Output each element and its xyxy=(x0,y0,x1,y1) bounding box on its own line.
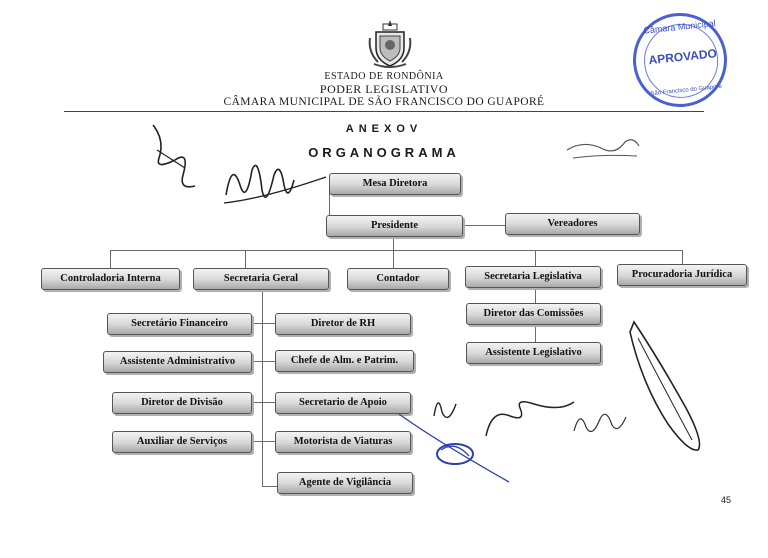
box-assistente-administrativo: Assistente Administrativo xyxy=(103,351,252,373)
box-procuradoria-juridica: Procuradoria Jurídica xyxy=(617,264,747,286)
box-controladoria-interna: Controladoria Interna xyxy=(41,268,180,290)
box-diretor-rh: Diretor de RH xyxy=(275,313,411,335)
stamp-top-text: Câmara Municipal xyxy=(642,18,717,36)
connector xyxy=(535,287,536,303)
chart-title: ORGANOGRAMA xyxy=(308,145,460,160)
page-number: 45 xyxy=(721,495,732,505)
box-motorista-viaturas: Motorista de Viaturas xyxy=(275,431,411,453)
connector xyxy=(262,289,263,486)
box-diretor-divisao: Diretor de Divisão xyxy=(112,392,252,414)
connector xyxy=(250,402,275,403)
header-state: ESTADO DE RONDÔNIA xyxy=(324,71,444,82)
box-chefe-almoxarifado: Chefe de Alm. e Patrim. xyxy=(275,350,414,372)
box-mesa-diretora: Mesa Diretora xyxy=(329,173,461,195)
signature-icon xyxy=(624,318,710,458)
signature-icon xyxy=(570,405,630,439)
header-divider xyxy=(64,111,704,112)
connector xyxy=(250,361,275,362)
box-presidente: Presidente xyxy=(326,215,463,237)
connector xyxy=(250,441,275,442)
connector xyxy=(393,236,394,250)
connector xyxy=(262,486,277,487)
connector xyxy=(393,250,394,268)
connector xyxy=(682,250,683,264)
connector xyxy=(110,250,682,251)
signature-icon xyxy=(222,155,330,213)
connector xyxy=(461,225,505,226)
connector xyxy=(535,324,536,342)
signature-icon xyxy=(145,120,210,195)
connector xyxy=(110,250,111,268)
header-chamber: CÂMARA MUNICIPAL DE SÃO FRANCISCO DO GUAPORÉ xyxy=(223,96,545,108)
annex-label: ANEXOV xyxy=(345,123,423,135)
signature-icon xyxy=(395,410,513,486)
box-assistente-legislativo: Assistente Legislativo xyxy=(466,342,601,364)
connector xyxy=(535,250,536,266)
box-secretario-apoio: Secretario de Apoio xyxy=(275,392,411,414)
box-diretor-comissoes: Diretor das Comissões xyxy=(466,303,601,325)
coat-of-arms-icon xyxy=(366,18,414,70)
connector xyxy=(245,250,246,268)
connector xyxy=(250,323,275,324)
box-contador: Contador xyxy=(347,268,449,290)
box-secretario-financeiro: Secretário Financeiro xyxy=(107,313,252,335)
box-agente-vigilancia: Agente de Vigilância xyxy=(277,472,413,494)
stamp-main-text: APROVADO xyxy=(647,46,718,68)
box-vereadores: Vereadores xyxy=(505,213,640,235)
header-power: PODER LEGISLATIVO xyxy=(319,82,449,96)
stamp-bottom-text: São Francisco do Guaporé xyxy=(650,83,723,98)
box-auxiliar-servicos: Auxiliar de Serviços xyxy=(112,431,252,453)
signature-icon xyxy=(563,132,643,164)
box-secretaria-legislativa: Secretaria Legislativa xyxy=(465,266,601,288)
box-secretaria-geral: Secretaria Geral xyxy=(193,268,329,290)
